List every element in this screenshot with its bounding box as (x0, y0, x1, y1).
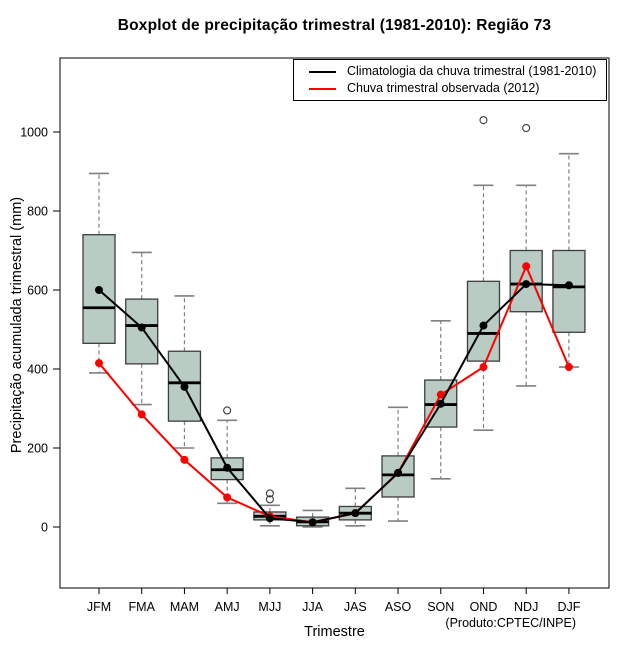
y-tick-label-400: 400 (27, 362, 48, 377)
box-DJF (553, 251, 585, 333)
y-tick-label-200: 200 (27, 441, 48, 456)
outlier-AMJ-0 (224, 407, 231, 414)
legend-label-climatology: Climatologia da chuva trimestral (1981-2010) (347, 64, 597, 78)
observed-dot-AMJ (223, 493, 231, 501)
x-tick-label-AMJ: AMJ (214, 600, 240, 614)
legend (293, 59, 607, 101)
outlier-OND-0 (480, 117, 487, 124)
climatology-dot-NDJ (522, 280, 530, 288)
climatology-dot-AMJ (223, 464, 231, 472)
x-tick-label-JAS: JAS (343, 600, 367, 614)
y-tick-label-1000: 1000 (20, 125, 48, 140)
x-tick-label-DJF: DJF (557, 600, 581, 614)
climatology-line-sample (309, 71, 336, 73)
observed-dot-FMA (138, 410, 146, 418)
climatology-dot-JJA (309, 518, 317, 526)
product-credit: (Produto:CPTEC/INPE) (445, 616, 576, 630)
x-tick-label-JFM: JFM (86, 600, 112, 614)
observed-dot-MAM (180, 456, 188, 464)
x-tick-label-MJJ: MJJ (258, 600, 282, 614)
climatology-dot-ASO (394, 469, 402, 477)
climatology-dot-MJJ (266, 514, 274, 522)
box-OND (467, 281, 499, 361)
climatology-dot-JAS (351, 509, 359, 517)
observed-line-sample (309, 88, 336, 90)
climatology-dot-DJF (565, 281, 573, 289)
climatology-dot-MAM (180, 383, 188, 391)
x-tick-label-FMA: FMA (128, 600, 155, 614)
observed-dot-JFM (95, 359, 103, 367)
observed-dot-DJF (565, 363, 573, 371)
outlier-NDJ-0 (523, 125, 530, 132)
x-tick-label-NDJ: NDJ (514, 600, 539, 614)
observed-dot-OND (479, 363, 487, 371)
legend-item-observed (294, 81, 606, 96)
climatology-dot-FMA (138, 324, 146, 332)
y-axis-label: Precipitação acumulada trimestral (mm) (9, 196, 25, 454)
y-tick-label-0: 0 (41, 520, 48, 535)
x-axis-label: Trimestre (304, 624, 365, 640)
climatology-dot-OND (479, 322, 487, 330)
climatology-dot-SON (437, 400, 445, 408)
x-tick-label-SON: SON (427, 600, 455, 614)
x-tick-label-ASO: ASO (384, 600, 412, 614)
observed-dot-NDJ (522, 262, 530, 270)
y-tick-label-600: 600 (27, 283, 48, 298)
y-tick-label-800: 800 (27, 204, 48, 219)
x-tick-label-JJA: JJA (302, 600, 324, 614)
legend-label-observed: Chuva trimestral observada (2012) (347, 81, 540, 95)
x-tick-label-OND: OND (469, 600, 498, 614)
legend-item-climatology (294, 64, 606, 79)
x-tick-label-MAM: MAM (169, 600, 200, 614)
chart-title: Boxplot de precipitação trimestral (1981-2010): Região 73 (117, 17, 552, 34)
climatology-dot-JFM (95, 286, 103, 294)
